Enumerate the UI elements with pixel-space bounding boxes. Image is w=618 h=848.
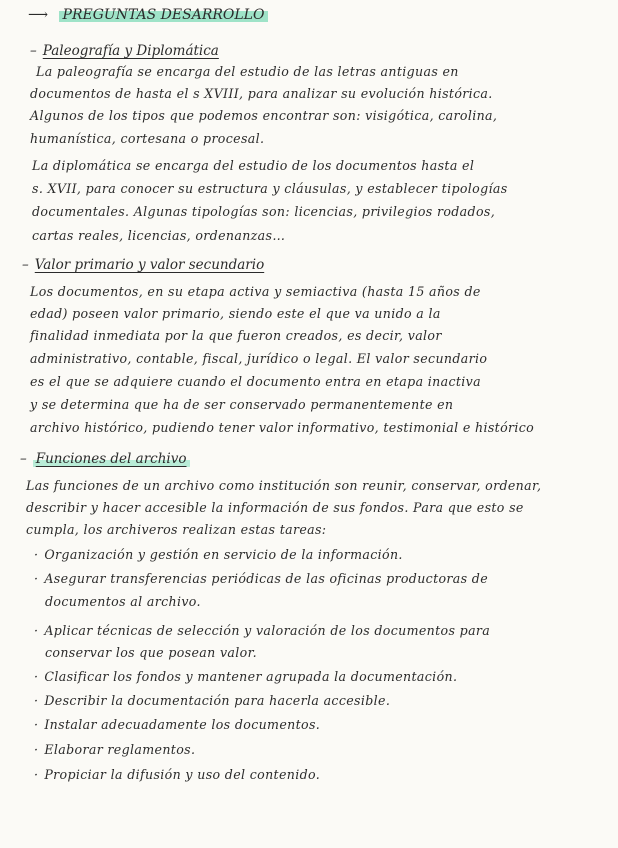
list-item: · Aplicar técnicas de selección y valoración de los documentos para [34,623,491,638]
text-line: y se determina que ha de ser conservado permanentemente en [30,397,454,412]
list-item: · Asegurar transferencias periódicas de las oficinas productoras de [34,571,489,586]
text-line: es el que se adquiere cuando el documento entra en etapa inactiva [30,374,482,389]
text-line: archivo histórico, pudiendo tener valor informativo, testimonial e histórico [30,420,535,435]
list-item-continuation: documentos al archivo. [45,594,201,609]
page-title [28,6,268,24]
page-title-text: PREGUNTAS DESARROLLO [59,7,269,23]
text-line: Los documentos, en su etapa activa y semiactiva (hasta 15 años de [30,284,481,299]
text-line: cartas reales, licencias, ordenanzas… [32,228,286,243]
text-line: documentales. Algunas tipologías son: licencias, privilegios rodados, [32,204,496,219]
text-line: La diplomática se encarga del estudio de los documentos hasta el [32,158,475,173]
list-item-continuation: conservar los que posean valor. [45,645,257,660]
list-item: · Elaborar reglamentos. [34,742,196,757]
text-line: describir y hacer accesible la información de sus fondos. Para que esto se [26,500,524,515]
list-item: · Instalar adecuadamente los documentos. [34,717,321,732]
list-item: · Organización y gestión en servicio de la información. [34,547,403,562]
text-line: documentos de hasta el s XVIII, para analizar su evolución histórica. [30,86,493,101]
section-heading-valor: – Valor primario y valor secundario [22,257,265,273]
text-line: administrativo, contable, fiscal, jurídico o legal. El valor secundario [30,351,488,366]
text-line: finalidad inmediata por la que fueron creados, es decir, valor [30,328,442,343]
text-line: Algunos de los tipos que podemos encontrar son: visigótica, carolina, [30,108,498,123]
arrow-icon: ⟶ [28,7,49,23]
section-heading-funciones: – Funciones del archivo [20,450,190,468]
list-item: · Propiciar la difusión y uso del contenido. [34,767,321,782]
list-item: · Clasificar los fondos y mantener agrupada la documentación. [34,669,458,684]
text-line: edad) poseen valor primario, siendo este el que va unido a la [30,306,441,321]
text-line: La paleografía se encarga del estudio de las letras antiguas en [36,64,459,79]
text-line: s. XVII, para conocer su estructura y cláusulas, y establecer tipologías [32,181,508,196]
text-line: humanística, cortesana o procesal. [30,131,265,146]
list-item: · Describir la documentación para hacerla accesible. [34,693,391,708]
text-line: Las funciones de un archivo como institución son reunir, conservar, ordenar, [26,478,542,493]
text-line: cumpla, los archiveros realizan estas tareas: [26,522,327,537]
section-heading-paleografia: – Paleografía y Diplomática [30,43,219,59]
